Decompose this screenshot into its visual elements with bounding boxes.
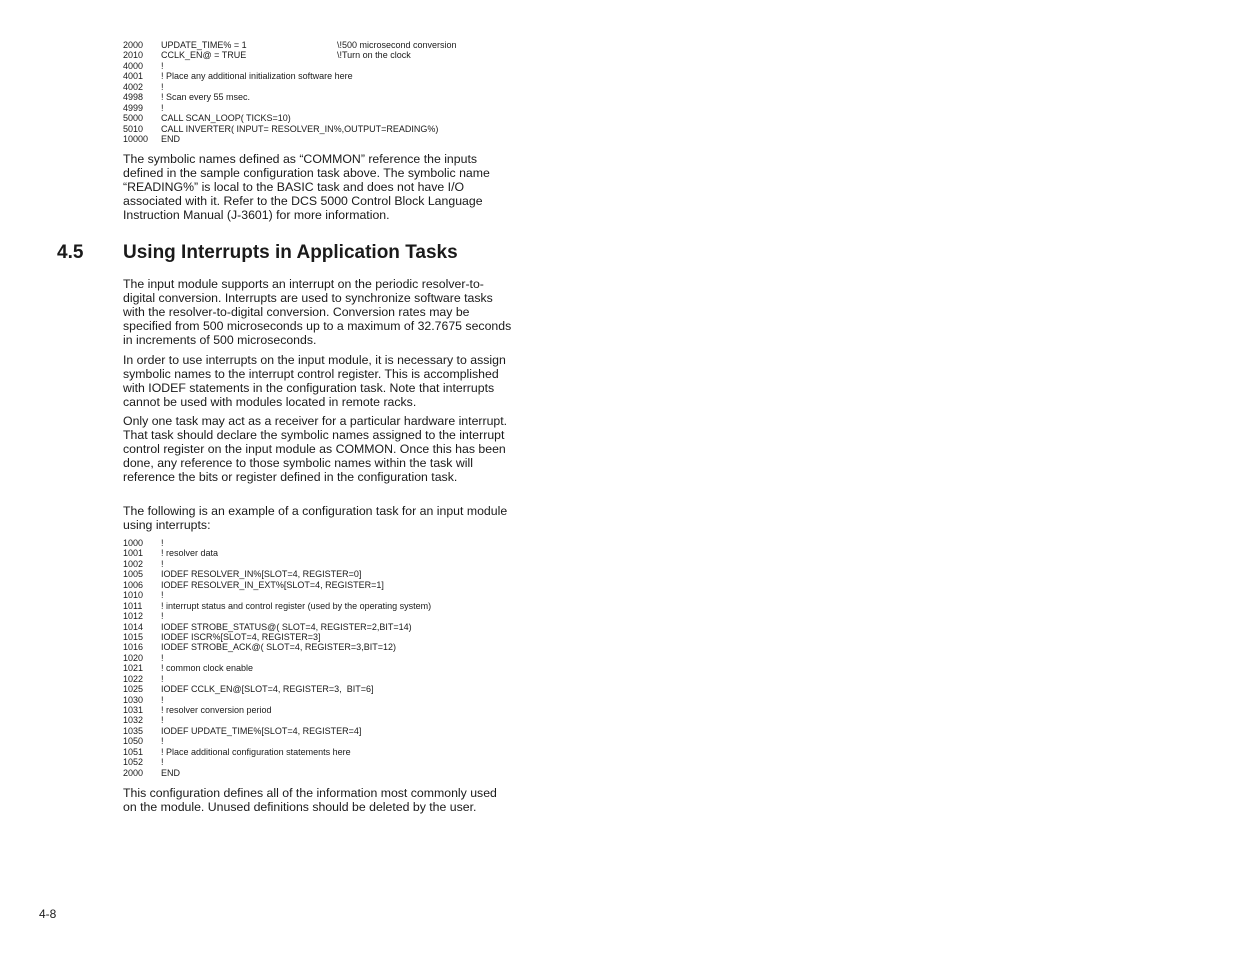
line-number: 10000 (123, 133, 149, 144)
code-statement: ! Place any additional initialization software here (161, 71, 353, 82)
code-statement: ! (161, 102, 164, 113)
code-statement: UPDATE_TIME% = 1 (161, 40, 247, 50)
code-line (123, 580, 431, 590)
common-names-paragraph: The symbolic names defined as “COMMON” reference the inputs defined in the sample configuration task above. The symbolic name “READING%” is local to the BASIC task and does not have I/O associated with it. Refer to the DCS 5000 Control Block Language Instruction Manual (J-3601) for more information. (123, 152, 490, 222)
code-line (123, 82, 457, 92)
line-number: 1016 (123, 642, 144, 653)
line-number: 4999 (123, 102, 144, 113)
line-number: 1002 (123, 558, 144, 569)
code-line (123, 653, 431, 663)
line-number: 1005 (123, 569, 144, 580)
line-number: 1022 (123, 673, 144, 684)
line-number: 5000 (123, 113, 144, 124)
code-line (123, 61, 457, 71)
code-line (123, 50, 457, 60)
code-line (123, 695, 431, 705)
code-comment: \!500 microsecond conversion (337, 40, 457, 50)
line-number: 2010 (123, 50, 144, 61)
code-statement: ! (161, 757, 164, 768)
line-number: 4002 (123, 81, 144, 92)
code-line (123, 642, 431, 652)
line-number: 1035 (123, 725, 144, 736)
code-line (123, 538, 431, 548)
code-line (123, 674, 431, 684)
code-statement: IODEF UPDATE_TIME%[SLOT=4, REGISTER=4] (161, 725, 362, 736)
line-number: 5010 (123, 123, 144, 134)
code-statement: CCLK_EN@ = TRUE (161, 50, 247, 61)
interrupt-support-paragraph: The input module supports an interrupt on the periodic resolver-to-digital conversion. Interrupts are used to synchronize software tasks with the resolver-to-digital conversion. Conversion rates may be specified from 500 microseconds up to a maximum of 32.7675 seconds in increments of 500 microseconds. (123, 277, 512, 347)
line-number: 1025 (123, 684, 144, 695)
line-number: 1051 (123, 746, 144, 757)
code-statement: ! Place additional configuration statements here (161, 746, 351, 757)
line-number: 1006 (123, 579, 144, 590)
code-statement: IODEF STROBE_STATUS@( SLOT=4, REGISTER=2,BIT=14) (161, 621, 412, 632)
line-number: 2000 (123, 40, 144, 50)
line-number: 1012 (123, 611, 144, 622)
receiver-task-paragraph: Only one task may act as a receiver for a particular hardware interrupt. That task should declare the symbolic names assigned to the interrupt control register on the input module as COMMON. Once this has been done, any reference to those symbolic names within the task will reference the bits or register defined in the configuration task. (123, 414, 508, 484)
code-statement: ! (161, 736, 164, 747)
code-statement: ! (161, 611, 164, 622)
code-statement: ! (161, 558, 164, 569)
line-number: 1001 (123, 548, 144, 559)
code-line (123, 134, 457, 144)
code-listing-initialization (123, 40, 457, 144)
code-statement: IODEF ISCR%[SLOT=4, REGISTER=3] (161, 631, 321, 642)
code-statement: ! (161, 715, 164, 726)
code-comment: \!Turn on the clock (337, 50, 411, 61)
line-number: 4000 (123, 60, 144, 71)
example-intro-paragraph: The following is an example of a configuration task for an input module using interrupts: (123, 504, 508, 532)
code-line (123, 124, 457, 134)
code-statement: ! resolver data (161, 548, 219, 559)
line-number: 1030 (123, 694, 144, 705)
page-number: 4-8 (39, 907, 57, 921)
code-line (123, 684, 431, 694)
line-number: 1015 (123, 631, 144, 642)
section-title: Using Interrupts in Application Tasks (123, 242, 458, 263)
section-number: 4.5 (57, 242, 84, 263)
code-line (123, 71, 457, 81)
code-statement: ! (161, 694, 164, 705)
code-line (123, 40, 457, 50)
line-number: 1000 (123, 538, 144, 548)
code-line (123, 590, 431, 600)
code-line (123, 103, 457, 113)
code-statement: ! (161, 673, 164, 684)
line-number: 1021 (123, 663, 144, 674)
line-number: 1050 (123, 736, 144, 747)
code-statement: CALL SCAN_LOOP( TICKS=10) (161, 113, 291, 124)
code-line (123, 601, 431, 611)
code-listing-configuration (123, 538, 431, 778)
code-statement: ! resolver conversion period (161, 705, 272, 715)
code-statement: IODEF CCLK_EN@[SLOT=4, REGISTER=3, BIT=6] (161, 684, 374, 695)
code-statement: IODEF STROBE_ACK@( SLOT=4, REGISTER=3,BIT=12) (161, 642, 396, 653)
code-statement: END (161, 133, 181, 144)
line-number: 4998 (123, 92, 144, 103)
line-number: 1052 (123, 757, 144, 768)
code-line (123, 632, 431, 642)
line-number: 4001 (123, 71, 144, 82)
line-number: 2000 (123, 767, 144, 778)
code-line (123, 726, 431, 736)
code-statement: ! common clock enable (161, 663, 254, 674)
code-line (123, 611, 431, 621)
line-number: 1031 (123, 705, 144, 715)
code-line (123, 705, 431, 715)
code-line (123, 569, 431, 579)
code-statement: ! (161, 60, 164, 71)
line-number: 1014 (123, 621, 144, 632)
code-line (123, 92, 457, 102)
code-statement: ! interrupt status and control register (used by the operating system) (161, 600, 432, 611)
code-statement: ! (161, 81, 164, 92)
code-statement: END (161, 767, 181, 778)
code-line (123, 747, 431, 757)
code-statement: ! (161, 652, 164, 663)
code-line (123, 736, 431, 746)
code-line (123, 559, 431, 569)
code-line (123, 768, 431, 778)
line-number: 1020 (123, 652, 144, 663)
code-statement: IODEF RESOLVER_IN%[SLOT=4, REGISTER=0] (161, 569, 362, 580)
code-line (123, 715, 431, 725)
code-statement: ! (161, 590, 164, 601)
code-line (123, 113, 457, 123)
line-number: 1010 (123, 590, 144, 601)
line-number: 1032 (123, 715, 144, 726)
code-statement: ! Scan every 55 msec. (161, 92, 251, 103)
code-statement: ! (161, 538, 164, 548)
code-line (123, 622, 431, 632)
line-number: 1011 (123, 600, 143, 611)
code-line (123, 663, 431, 673)
section-heading (57, 242, 458, 264)
configuration-summary-paragraph: This configuration defines all of the information most commonly used on the module. Unused definitions should be deleted by the user. (123, 786, 497, 814)
code-statement: IODEF RESOLVER_IN_EXT%[SLOT=4, REGISTER=1] (161, 579, 384, 590)
code-statement: CALL INVERTER( INPUT= RESOLVER_IN%,OUTPUT=READING%) (161, 123, 439, 134)
symbolic-names-paragraph: In order to use interrupts on the input module, it is necessary to assign symbolic names to the interrupt control register. This is accomplished with IODEF statements in the configuration task. Note that interrupts cannot be used with modules located in remote racks. (123, 353, 506, 409)
code-line (123, 757, 431, 767)
code-line (123, 548, 431, 558)
